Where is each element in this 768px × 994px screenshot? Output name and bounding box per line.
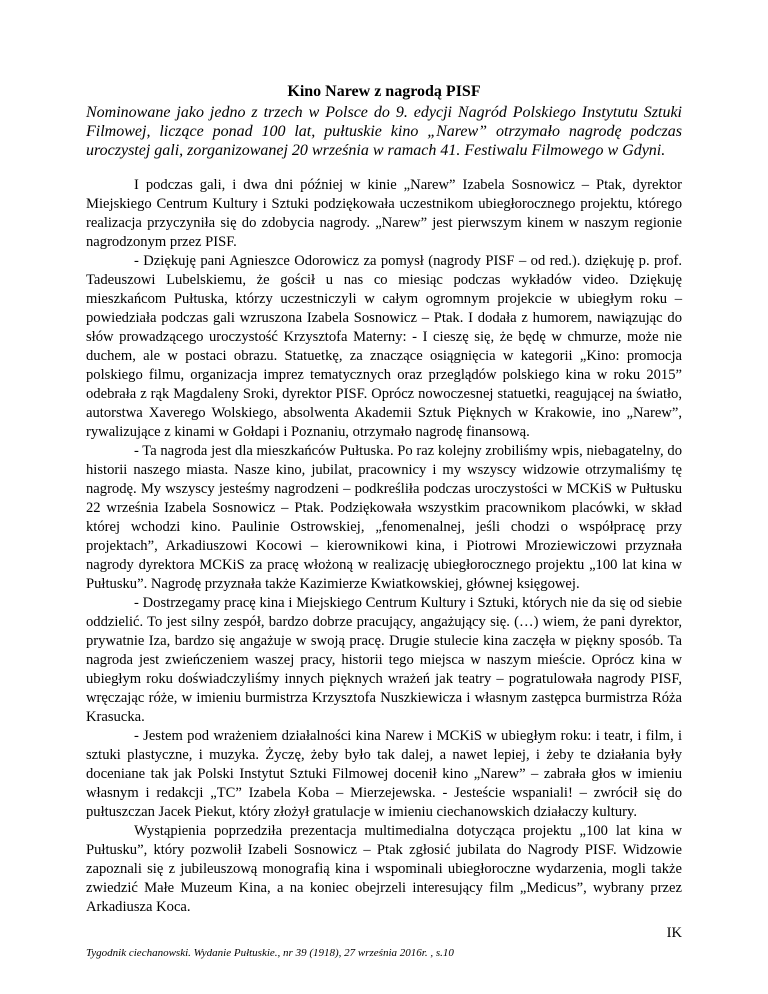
article-body [86,176,682,917]
author-initials: IK [666,925,682,941]
article-paragraph: Wystąpienia poprzedziła prezentacja multimedialna dotycząca projektu „100 lat kina w Pułtusku”, który pozwolił Izabeli Sosnowicz – Ptak zgłosić jubilata do Nagrody PISF. Widzowie zapoznali się z jubileuszową monografią kina i wspominali ubiegłoroczne wydarzenia, mogli także zwiedzić Małe Muzeum Kina, a na koniec obejrzeli interesujący film „Medicus”, wybrany przez Arkadiusza Koca. [86,823,682,915]
article-paragraph: - Dostrzegamy pracę kina i Miejskiego Centrum Kultury i Sztuki, których nie da się od siebie oddzielić. To jest silny zespół, bardzo dobrze pracujący, angażujący się. (…) wiem, że pani dyrektor, prywatnie Iza, bardzo się angażuje w swoją pracę. Drugie stulecie kina zaczęła w piękny sposób. Ta nagroda jest zwieńczeniem waszej pracy, historii tego miejsca w naszym mieście. Oprócz kina w ubiegłym roku doświadczyliśmy innych pięknych wrażeń jak teatry – pogratulowała nagrody PISF, wręczając róże, w imieniu burmistrza Krzysztofa Nuszkiewicza i własnym zastępca burmistrza Róża Krasucka. [86,595,682,725]
document-page [86,82,682,960]
source-citation: Tygodnik ciechanowski. Wydanie Pułtuskie., nr 39 (1918), 27 września 2016r. , s.10 [86,947,454,959]
article-lead: Nominowane jako jedno z trzech w Polsce do 9. edycji Nagród Polskiego Instytutu Sztuki Filmowej, liczące ponad 100 lat, pułtuskie kino „Narew” otrzymało nagrodę podczas uroczystej gali, zorganizowanej 20 września w ramach 41. Festiwalu Filmowego w Gdyni. [86,104,682,159]
article-title: Kino Narew z nagrodą PISF [287,83,481,100]
article-paragraph: I podczas gali, i dwa dni później w kinie „Narew” Izabela Sosnowicz – Ptak, dyrektor Miejskiego Centrum Kultury i Sztuki podziękowała uczestnikom ubiegłorocznego projektu, którego realizacja przyczyniła się do zdobycia nagrody. „Narew” jest pierwszym kinem w naszym regionie nagrodzonym przez PISF. [86,177,682,250]
article-paragraph: - Jestem pod wrażeniem działalności kina Narew i MCKiS w ubiegłym roku: i teatr, i film, i sztuki plastyczne, i muzyka. Życzę, żeby było tak dalej, a nawet lepiej, i żeby te działania były doceniane tak jak Polski Instytut Sztuki Filmowej docenił kino „Narew” – zabrała głos w imieniu własnym i redakcji „TC” Izabela Koba – Mierzejewska. - Jesteście wspaniali! – zwrócił się do pułtuszczan Jacek Piekut, który złożył gratulacje w imieniu ciechanowskich działaczy kultury. [86,728,682,820]
article-paragraph: - Dziękuję pani Agnieszce Odorowicz za pomysł (nagrody PISF – od red.). dziękuję p. prof. Tadeuszowi Lubelskiemu, że gościł u nas co miesiąc podczas wykładów video. Dziękuję mieszkańcom Pułtuska, którzy uczestniczyli w całym ogromnym projekcie w ubiegłym roku – powiedziała podczas gali wzruszona Izabela Sosnowicz – Ptak. I dodała z humorem, nawiązując do słów prowadzącego uroczystość Krzysztofa Materny: - I cieszę się, że będę w chmurze, może nie duchem, ale w postaci obrazu. Statuetkę, za znaczące osiągnięcia w kategorii „Kino: promocja polskiego filmu, organizacja imprez tematycznych oraz przeglądów polskiego kina w roku 2015” odebrała z rąk Magdaleny Sroki, dyrektor PISF. Oprócz nowoczesnej statuetki, reagującej na światło, autorstwa Xaverego Wolskiego, absolwenta Akademii Sztuk Pięknych w Krakowie, ino „Narew”, rywalizujące z kinami w Gołdapi i Poznaniu, otrzymało nagrodę finansową. [86,253,682,440]
article-paragraph: - Ta nagroda jest dla mieszkańców Pułtuska. Po raz kolejny zrobiliśmy wpis, niebagatelny, do historii naszego miasta. Nasze kino, jubilat, pracownicy i my wszyscy widzowie otrzymaliśmy tę nagrodę. My wszyscy jesteśmy nagrodzeni – podkreśliła podczas uroczystości w MCKiS w Pułtusku 22 września Izabela Sosnowicz – Ptak. Podziękowała wszystkim pracownikom placówki, w skład której wchodzi kino. Paulinie Ostrowskiej, „fenomenalnej, jeśli chodzi o współpracę przy projektach”, Arkadiuszowi Kocowi – kierownikowi kina, i Piotrowi Mroziewiczowi przyznała nagrody dyrektora MCKiS za pracę włożoną w realizację ubiegłorocznego projektu „100 lat kina w Pułtusku”. Nagrodę przyznała także Kazimierze Kwiatkowskiej, głównej księgowej. [86,443,682,592]
